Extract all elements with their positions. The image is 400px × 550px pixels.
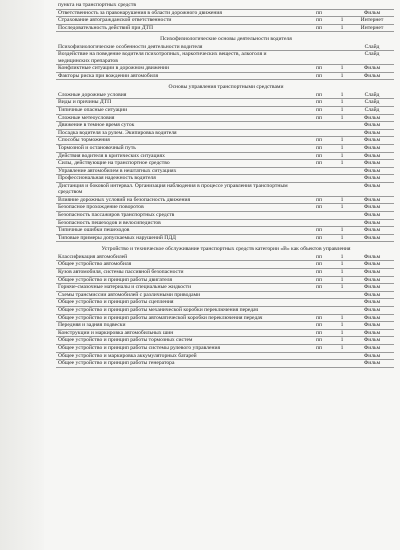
table-row xyxy=(56,337,394,345)
topic-cell: Общее устройство и принцип работы сцепления xyxy=(58,299,174,306)
topic-cell: Передняя и задняя подвески xyxy=(58,322,126,329)
format-cell: Фильм xyxy=(363,65,381,72)
topic-cell: Общее устройство и принцип работы системы рулевого управления xyxy=(58,344,221,351)
table-row xyxy=(56,2,394,10)
count-cell: 1 xyxy=(340,322,344,329)
topic-cell: Влияние дорожных условий на безопасность движения xyxy=(58,196,191,203)
type-cell: пп xyxy=(316,99,322,106)
format-cell: Фильм xyxy=(363,360,381,367)
table-row xyxy=(56,122,394,130)
type-cell: пп xyxy=(316,344,322,351)
topic-cell: Общее устройство и принцип работы автоматической коробки переключения передач xyxy=(58,314,263,321)
table-row xyxy=(56,269,394,277)
table-row xyxy=(56,65,394,73)
table-row xyxy=(56,315,394,323)
type-cell: пп xyxy=(316,91,322,98)
table-row xyxy=(56,51,394,65)
count-cell: 1 xyxy=(340,204,344,211)
format-cell: Фильм xyxy=(363,268,381,275)
count-cell: 1 xyxy=(340,276,344,283)
format-cell: Фильм xyxy=(363,299,381,306)
section-heading-row xyxy=(56,80,394,91)
format-cell: Фильм xyxy=(363,122,381,129)
topic-cell: Силы, действующие на транспортное средство xyxy=(58,160,170,167)
topic-cell: Классификация автомобилей xyxy=(58,253,128,260)
equipment-table xyxy=(56,2,394,368)
count-cell: 1 xyxy=(340,344,344,351)
format-cell: Слайд xyxy=(364,51,380,58)
topic-cell: Факторы риска при вождении автомобиля xyxy=(58,72,159,79)
type-cell: пп xyxy=(316,337,322,344)
topic-cell: Страхование автогражданской ответственности xyxy=(58,17,172,24)
topic-cell: Общее устройство автомобиля xyxy=(58,261,132,268)
type-cell: пп xyxy=(316,152,322,159)
type-cell: пп xyxy=(316,65,322,72)
section-heading: Устройство и техническое обслуживание транспортных средств категории «В» как объектов управления xyxy=(101,246,351,253)
format-cell: Фильм xyxy=(363,352,381,359)
table-row xyxy=(56,137,394,145)
scan-margin xyxy=(0,0,44,550)
count-cell: 1 xyxy=(340,329,344,336)
type-cell: пп xyxy=(316,17,322,24)
format-cell: Фильм xyxy=(363,196,381,203)
type-cell: пп xyxy=(316,145,322,151)
type-cell: пп xyxy=(316,72,322,79)
type-cell: пп xyxy=(316,204,322,211)
format-cell: Фильм xyxy=(363,160,381,167)
section-heading: Основы управления транспортными средствами xyxy=(168,84,284,91)
topic-cell: Действия водителя в критических ситуациях xyxy=(58,152,165,159)
format-cell: Фильм xyxy=(363,276,381,283)
count-cell: 1 xyxy=(340,145,344,151)
topic-cell: Общее устройство и принцип работы механической коробки переключения передач xyxy=(58,306,259,313)
topic-cell: Ответственность за правонарушения в области дорожного движения xyxy=(58,9,222,16)
format-cell: Фильм xyxy=(363,114,381,121)
topic-cell: Управление автомобилем в нештатных ситуациях xyxy=(58,167,177,174)
count-cell: 1 xyxy=(340,114,344,121)
format-cell: Слайд xyxy=(364,99,380,106)
topic-cell: Психофизиологические особенности деятельности водителя xyxy=(58,43,203,50)
count-cell: 1 xyxy=(340,107,344,114)
type-cell: пп xyxy=(316,137,322,144)
format-cell: Фильм xyxy=(363,234,381,241)
type-cell: пп xyxy=(316,160,322,167)
type-cell: пп xyxy=(316,227,322,234)
format-cell: Фильм xyxy=(363,314,381,321)
count-cell: 1 xyxy=(340,160,344,167)
format-cell: Фильм xyxy=(363,291,381,298)
table-row xyxy=(56,299,394,307)
count-cell: 1 xyxy=(340,72,344,79)
format-cell: Фильм xyxy=(363,219,381,226)
type-cell: пп xyxy=(316,114,322,121)
topic-cell: Горюче-смазочные материалы и специальные жидкости xyxy=(58,284,192,291)
table-row xyxy=(56,183,394,197)
type-cell: пп xyxy=(316,314,322,321)
format-cell: Фильм xyxy=(363,129,381,136)
topic-cell: Последовательность действий при ДТП xyxy=(58,24,154,31)
format-cell: Фильм xyxy=(363,227,381,234)
topic-cell: Воздействие на поведение водителя психотропных, наркотических веществ, алкоголя и медицинских препаратов xyxy=(58,51,267,64)
table-row xyxy=(56,160,394,168)
table-row xyxy=(56,115,394,123)
format-cell: Фильм xyxy=(363,261,381,268)
type-cell: пп xyxy=(316,9,322,16)
table-row xyxy=(56,204,394,212)
table-row xyxy=(56,25,394,33)
format-cell: Интернет xyxy=(360,17,384,24)
table-row xyxy=(56,322,394,330)
format-cell: Фильм xyxy=(363,284,381,291)
topic-cell: Сложные дорожные условия xyxy=(58,91,127,98)
format-cell: Фильм xyxy=(363,344,381,351)
table-row xyxy=(56,197,394,205)
table-row xyxy=(56,73,394,81)
format-cell: Фильм xyxy=(363,137,381,144)
topic-cell: Профессиональная надежность водителя xyxy=(58,175,156,182)
table-row xyxy=(56,17,394,25)
topic-cell: Схемы трансмиссии автомобилей с различными приводами xyxy=(58,291,201,298)
table-row xyxy=(56,261,394,269)
format-cell: Фильм xyxy=(363,145,381,151)
format-cell: Фильм xyxy=(363,212,381,218)
table-row xyxy=(56,107,394,115)
count-cell: 1 xyxy=(340,17,344,24)
count-cell: 1 xyxy=(340,314,344,321)
table-row xyxy=(56,277,394,285)
table-row xyxy=(56,360,394,368)
count-cell: 1 xyxy=(340,99,344,106)
type-cell: пп xyxy=(316,234,322,241)
type-cell: пп xyxy=(316,268,322,275)
count-cell: 1 xyxy=(340,284,344,291)
count-cell: 1 xyxy=(340,91,344,98)
count-cell: 1 xyxy=(340,261,344,268)
format-cell: Фильм xyxy=(363,253,381,260)
table-row xyxy=(56,212,394,220)
format-cell: Фильм xyxy=(363,322,381,329)
type-cell: пп xyxy=(316,24,322,31)
format-cell: Слайд xyxy=(364,43,380,50)
count-cell: 1 xyxy=(340,65,344,72)
format-cell: Фильм xyxy=(363,9,381,16)
table-row xyxy=(56,145,394,153)
table-row xyxy=(56,227,394,235)
topic-cell: Виды и причины ДТП xyxy=(58,99,112,106)
count-cell: 1 xyxy=(340,337,344,344)
topic-cell: Типичные опасные ситуации xyxy=(58,107,128,114)
type-cell: пп xyxy=(316,253,322,260)
topic-cell: Общее устройство и принцип работы генератора xyxy=(58,360,175,367)
type-cell: пп xyxy=(316,322,322,329)
count-cell: 1 xyxy=(340,152,344,159)
format-cell: Фильм xyxy=(363,204,381,211)
topic-cell: Посадка водителя за рулем. Экипировка водителя xyxy=(58,129,177,136)
topic-cell: Безопасность пешеходов и велосипедистов xyxy=(58,219,161,226)
topic-cell: Кузов автомобиля, системы пассивной безопасности xyxy=(58,268,184,275)
count-cell: 1 xyxy=(340,137,344,144)
table-row xyxy=(56,284,394,292)
format-cell: Фильм xyxy=(363,182,381,189)
topic-cell: Общее устройство и принцип работы двигателя xyxy=(58,276,173,283)
table-row xyxy=(56,353,394,361)
format-cell: Фильм xyxy=(363,152,381,159)
topic-cell: Типовые примеры допускаемых нарушений ПДД xyxy=(58,234,176,241)
topic-cell: Общее устройство и принцип работы тормозных систем xyxy=(58,337,193,344)
topic-cell: Движение в темное время суток xyxy=(58,122,135,129)
table-row xyxy=(56,345,394,353)
type-cell: пп xyxy=(316,284,322,291)
table-row xyxy=(56,92,394,100)
topic-cell: Тормозной и остановочный путь xyxy=(58,145,136,151)
table-row xyxy=(56,235,394,243)
type-cell: пп xyxy=(316,329,322,336)
format-cell: Слайд xyxy=(364,91,380,98)
type-cell: пп xyxy=(316,196,322,203)
type-cell: пп xyxy=(316,107,322,114)
section-heading-row xyxy=(56,32,394,43)
topic-cell: Безопасное прохождение поворотов xyxy=(58,204,144,211)
type-cell: пп xyxy=(316,276,322,283)
topic-cell: Способы торможения xyxy=(58,137,110,144)
topic-cell: Дистанция и боковой интервал. Организация наблюдения в процессе управления транспортным средством xyxy=(58,182,288,196)
format-cell: Слайд xyxy=(364,107,380,114)
format-cell: Фильм xyxy=(363,337,381,344)
topic-cell: Типичные ошибки пешеходов xyxy=(58,227,130,234)
format-cell: Фильм xyxy=(363,167,381,174)
count-cell: 1 xyxy=(340,227,344,234)
format-cell: Фильм xyxy=(363,175,381,182)
topic-cell: Конфликтные ситуации в дорожном движении xyxy=(58,65,170,72)
topic-cell: Конструкции и маркировка автомобильных шин xyxy=(58,329,174,336)
table-row xyxy=(56,99,394,107)
count-cell: 1 xyxy=(340,253,344,260)
topic-cell: Общее устройство и маркировка аккумуляторных батарей xyxy=(58,352,197,359)
format-cell: Интернет xyxy=(360,24,384,31)
count-cell: 1 xyxy=(340,234,344,241)
type-cell: пп xyxy=(316,261,322,268)
count-cell: 1 xyxy=(340,24,344,31)
topic-cell: пункта на транспортных средств xyxy=(58,2,136,8)
format-cell: Фильм xyxy=(363,306,381,313)
table-row xyxy=(56,175,394,183)
table-row xyxy=(56,307,394,315)
topic-cell: Безопасность пассажиров транспортных средств xyxy=(58,212,175,218)
format-cell: Фильм xyxy=(363,72,381,79)
topic-cell: Сложные метеоусловия xyxy=(58,114,115,121)
section-heading: Психофизиологические основы деятельности водителя xyxy=(160,36,292,43)
count-cell: 1 xyxy=(340,196,344,203)
format-cell: Фильм xyxy=(363,329,381,336)
section-heading-row xyxy=(56,242,394,253)
count-cell: 1 xyxy=(340,268,344,275)
